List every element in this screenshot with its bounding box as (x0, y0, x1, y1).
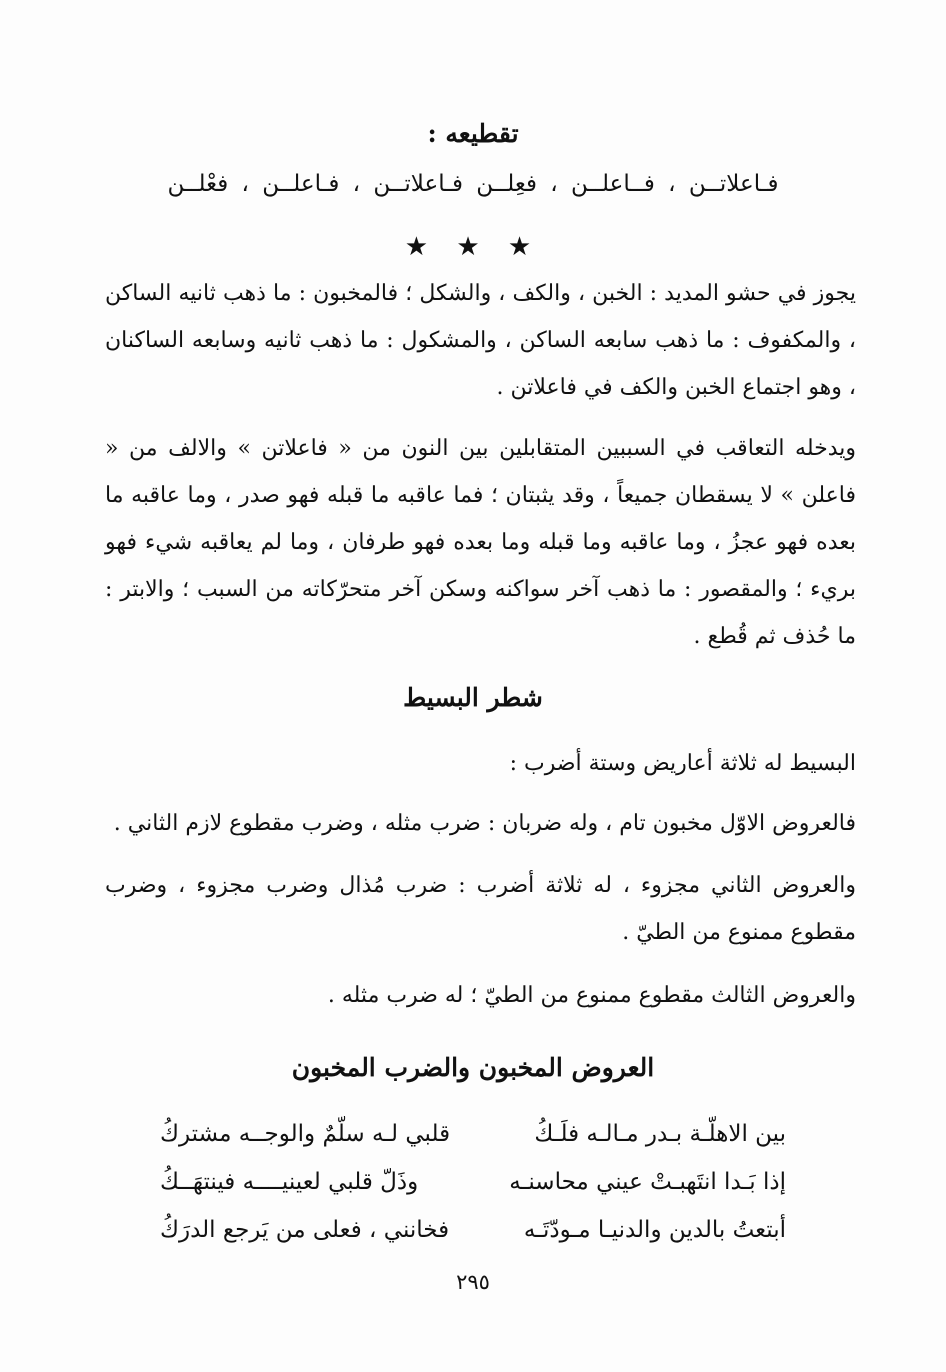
basit-arud-third: والعروض الثالث مقطوع ممنوع من الطيّ ؛ له ضرب مثله . (327, 983, 856, 1008)
basit-arud-first: فالعروض الاوّل مخبون تام ، وله ضربان : ضرب مثله ، وضرب مقطوع لازم الثاني . (113, 811, 856, 836)
basit-arud-second: والعروض الثاني مجزوء ، له ثلاثة أضرب : ضرب مُذال وضرب مجزوء ، وضرب مقطوع ممنوع من الطيّ . (105, 873, 856, 945)
verse-second-hemistich: فخانني ، فعلى من يَرجع الدرَكُ (160, 1217, 450, 1243)
paragraph-taaqub: ويدخله التعاقب في السببين المتقابلين بين النون من « فاعلاتن » والالف من « فاعلن » لا يسقطان جميعاً ، وقد يثبتان ؛ فما عاقبه ما قبله فهو صدر ، وما عاقبه ما بعده فهو عجزُ ، وما عاقبه وما قبله وما بعده فهو طرفان ، وما لم يعاقبه شيء فهو بريء ؛ والمقصور : ما ذهب آخر سواكنه وسكن آخر متحرّكاته من السبب ؛ والابتر : ما حُذف ثم قُطع . (105, 436, 856, 649)
verse-row (160, 1208, 786, 1252)
verse-row (160, 1160, 786, 1204)
paragraph-zihaf: يجوز في حشو المديد : الخبن ، والكف ، والشكل ؛ فالمخبون : ما ذهب ثانيه الساكن ، والمكفوف : ما ذهب سابعه الساكن ، والمشكول : ما ذهب ثانيه وسابعه الساكنان ، وهو اجتماع الخبن والكف في فاعلاتن . (105, 281, 856, 400)
section-heading-makhbun: العروض المخبون والضرب المخبون (291, 1053, 655, 1082)
verse-row (160, 1112, 786, 1156)
verse-first-hemistich: بين الاهلّـة بـدر مـالـه فلَـكُ (534, 1121, 786, 1147)
verse-second-hemistich: قلبي لـه سلّمٌ والوجــه مشتركُ (160, 1121, 451, 1147)
verse-first-hemistich: إذا بَـدا انتَهبـتْ عيني محاسنـه (509, 1169, 786, 1195)
verse-first-hemistich: أبتعتُ بالدين والدنيـا مـودّتَـه (523, 1217, 786, 1243)
section-heading-basit: شطر البسيط (403, 683, 543, 712)
verse-second-hemistich: وذَلّ قلبي لعينيــــه فينتهَــكُ (160, 1169, 419, 1195)
scansion-line: فـاعلاتــن ، فــاعلــن ، فعِلــن فـاعلاتــن ، فـاعلــن ، فعْلــن (167, 171, 779, 197)
section-heading-scansion: تقطيعه : (427, 119, 519, 148)
basit-intro: البسيط له ثلاثة أعاريض وستة أضرب : (509, 751, 856, 776)
page-number: ٢٩٥ (456, 1270, 490, 1294)
star-separator: ★ ★ ★ (404, 232, 542, 262)
